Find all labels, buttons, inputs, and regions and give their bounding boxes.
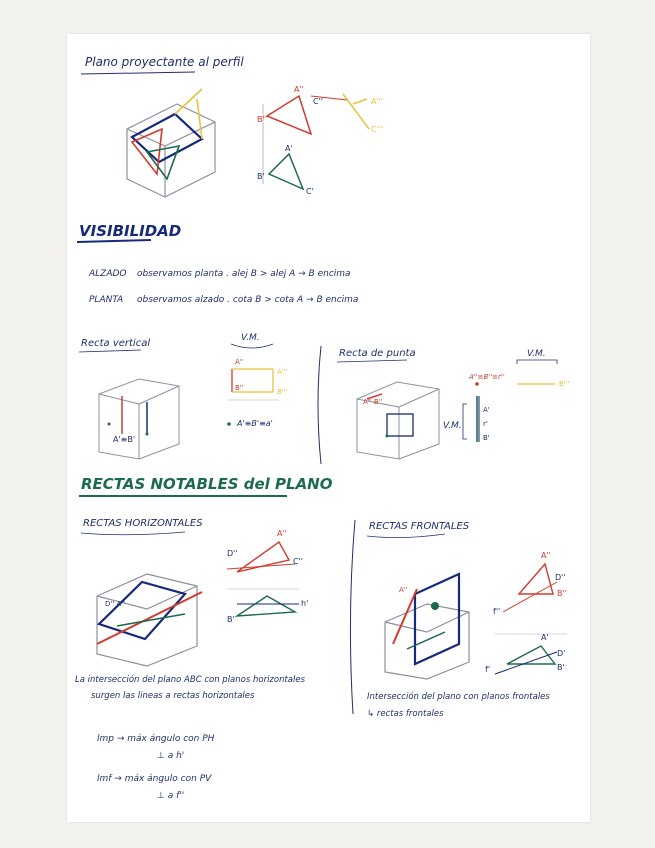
svg-text:D'': D'' bbox=[227, 549, 238, 558]
title-rectas-frontales: RECTAS FRONTALES bbox=[369, 521, 470, 532]
projection-horizontales bbox=[227, 529, 308, 624]
prism-vertical-labels: A'≡B' bbox=[113, 435, 136, 444]
svg-text:C''': C''' bbox=[371, 125, 384, 134]
svg-text:A''': A''' bbox=[371, 97, 384, 106]
planta-label: PLANTA bbox=[89, 295, 124, 305]
svg-text:B''': B''' bbox=[559, 380, 570, 388]
vm-side: V.M. bbox=[443, 421, 462, 431]
svg-text:B'': B'' bbox=[257, 115, 267, 124]
svg-text:f': f' bbox=[485, 665, 491, 674]
note-lmp-2: ⊥ a h' bbox=[157, 751, 185, 761]
note-lmf-2: ⊥ a f'' bbox=[157, 791, 185, 801]
planta-text: observamos alzado . cota B > cota A → B encima bbox=[137, 295, 359, 305]
svg-text:A': A' bbox=[541, 633, 549, 642]
notebook-page bbox=[67, 34, 590, 822]
svg-text:A'': A'' bbox=[294, 85, 304, 94]
title-recta-vertical: Recta vertical bbox=[81, 338, 151, 349]
title-rectas-horizontales: RECTAS HORIZONTALES bbox=[83, 518, 203, 529]
svg-text:A': A' bbox=[483, 406, 490, 414]
prism-punta-labels: A'' B'' bbox=[363, 398, 383, 406]
svg-text:B': B' bbox=[227, 615, 235, 624]
alzado-label: ALZADO bbox=[89, 269, 127, 279]
svg-text:B''': B''' bbox=[277, 388, 288, 396]
svg-text:B'': B'' bbox=[557, 589, 567, 598]
vm-punta: V.M. bbox=[527, 349, 546, 359]
prism-horizontales bbox=[97, 574, 202, 666]
label-punta-alzado: A''≡B''≡r'' bbox=[469, 373, 505, 381]
svg-text:A': A' bbox=[285, 144, 293, 153]
section-divider-2 bbox=[350, 520, 355, 714]
svg-text:h': h' bbox=[301, 599, 309, 608]
visibilidad-underline bbox=[77, 240, 151, 242]
projection-punta bbox=[475, 380, 569, 442]
svg-text:B': B' bbox=[483, 434, 490, 442]
prism-punta bbox=[357, 382, 439, 459]
vm-arrow-vertical bbox=[231, 344, 273, 348]
title-visibilidad: VISIBILIDAD bbox=[79, 222, 182, 240]
svg-text:A'': A'' bbox=[541, 551, 551, 560]
sketch-canvas bbox=[67, 34, 590, 822]
vm-vertical: V.M. bbox=[241, 333, 260, 343]
svg-text:C'': C'' bbox=[293, 557, 303, 566]
note-lmf-1: lmf → máx ángulo con PV bbox=[97, 774, 212, 784]
title-rectas-notables: RECTAS NOTABLES del PLANO bbox=[81, 475, 333, 493]
svg-text:D'': D'' bbox=[555, 573, 566, 582]
prism-frontales bbox=[385, 574, 469, 679]
svg-text:A''': A''' bbox=[277, 368, 288, 376]
prism-sketch-1 bbox=[127, 89, 215, 197]
recta-vertical-underline bbox=[79, 350, 141, 352]
projection-vertical bbox=[227, 358, 288, 426]
prism-vertical bbox=[99, 379, 179, 459]
projection-frontales bbox=[485, 551, 567, 674]
title-underline bbox=[81, 72, 195, 74]
svg-text:B': B' bbox=[257, 172, 265, 181]
svg-text:r': r' bbox=[483, 420, 488, 428]
alzado-text: observamos planta . alej B > alej A → B encima bbox=[137, 269, 351, 279]
label-vertical-plan: A'≡B'≡a' bbox=[237, 419, 273, 428]
svg-text:C': C' bbox=[306, 187, 314, 196]
note-frontales-1: Intersección del plano con planos frontales bbox=[367, 692, 550, 702]
svg-text:C'': C'' bbox=[313, 97, 323, 106]
svg-text:A'': A'' bbox=[277, 529, 287, 538]
note-lmp-1: lmp → máx ángulo con PH bbox=[97, 734, 215, 744]
prism-horizontales-labels: D'' A'' bbox=[105, 600, 126, 608]
recta-punta-underline bbox=[337, 360, 407, 362]
rectas-frontales-underline bbox=[367, 534, 445, 538]
svg-text:D': D' bbox=[557, 649, 566, 658]
vm-bracket-side bbox=[463, 404, 467, 439]
note-horizontales-2: surgen las lineas a rectas horizontales bbox=[91, 691, 255, 701]
title-recta-punta: Recta de punta bbox=[339, 348, 416, 359]
note-frontales-2: ↳ rectas frontales bbox=[367, 709, 444, 719]
title-plano-proyectante: Plano proyectante al perfil bbox=[85, 55, 244, 69]
svg-text:A'': A'' bbox=[235, 358, 244, 366]
rectas-horizontales-underline bbox=[81, 532, 185, 535]
vm-bracket-punta bbox=[517, 360, 557, 364]
svg-text:B'': B'' bbox=[235, 384, 244, 392]
svg-text:B': B' bbox=[557, 663, 565, 672]
svg-text:f'': f'' bbox=[493, 607, 501, 616]
projection-1 bbox=[257, 85, 383, 196]
section-divider-1 bbox=[318, 346, 321, 464]
note-horizontales-1: La intersección del plano ABC con planos horizontales bbox=[75, 675, 306, 685]
prism-frontales-labels: A'' bbox=[399, 586, 408, 594]
